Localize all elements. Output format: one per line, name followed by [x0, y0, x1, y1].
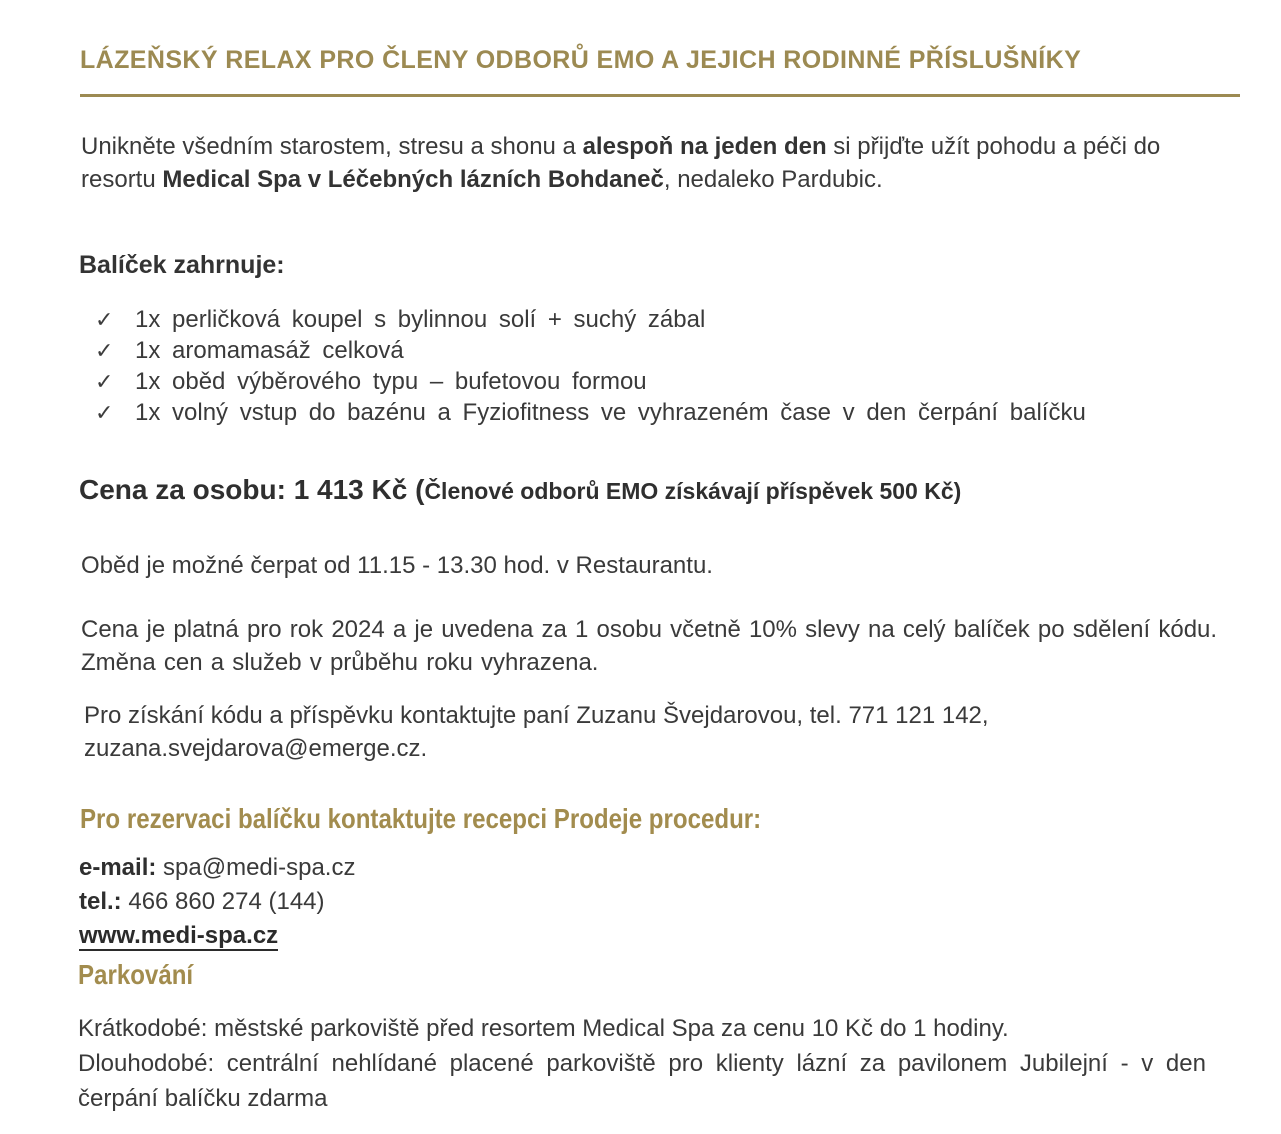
- reservation-contacts: [79, 851, 355, 953]
- intro-paragraph: [81, 130, 1160, 196]
- tel-value: 466 860 274 (144): [121, 888, 325, 915]
- list-item: [95, 304, 1086, 335]
- list-item-text: 1x perličková koupel s bylinnou solí + suchý zábal: [135, 306, 706, 333]
- intro-text: resortu: [81, 166, 163, 193]
- tel-label: tel.:: [79, 888, 122, 915]
- list-item: [95, 366, 1086, 397]
- email-value: spa@medi-spa.cz: [156, 854, 356, 881]
- price-line: [79, 470, 961, 515]
- parking-paragraph: [78, 1011, 1206, 1116]
- website-line: [79, 919, 355, 953]
- intro-text: Unikněte všedním starostem, stresu a shonu a: [81, 133, 583, 160]
- parking-heading: [78, 957, 212, 993]
- list-item: [95, 335, 1086, 366]
- package-items-list: [95, 304, 1086, 428]
- parking-heading-text: Parkování: [78, 959, 194, 990]
- price-validity-paragraph: [81, 613, 1217, 679]
- parking-line-2: Dlouhodobé: centrální nehlídané placené parkoviště pro klienty lázní za pavilonem Jubilejní - v den: [78, 1050, 1206, 1077]
- package-heading: Balíček zahrnuje:: [79, 251, 285, 279]
- validity-line-2: Změna cen a služeb v průběhu roku vyhrazena.: [81, 649, 599, 676]
- reservation-heading: [80, 801, 872, 837]
- parking-line-3: čerpání balíčku zdarma: [78, 1085, 328, 1112]
- checkmark-icon: ✓: [95, 338, 114, 363]
- code-contact-line-1: Pro získání kódu a příspěvku kontaktujte paní Zuzanu Švejdarovou, tel. 771 121 142,: [84, 702, 989, 729]
- list-item-text: 1x oběd výběrového typu – bufetovou formou: [135, 368, 647, 395]
- price-main-text: Cena za osobu: 1 413 Kč (: [79, 474, 425, 505]
- code-contact-email: zuzana.svejdarova@emerge.cz.: [84, 735, 428, 762]
- intro-text: si přijďte užít pohodu a péči do: [826, 133, 1161, 160]
- title-underline-rule: [80, 94, 1240, 97]
- intro-bold-text: alespoň na jeden den: [582, 133, 827, 160]
- validity-line-1: Cena je platná pro rok 2024 a je uvedena za 1 osobu včetně 10% slevy na celý balíček po sdělení kódu.: [81, 616, 1218, 643]
- email-label: e-mail:: [79, 854, 157, 881]
- tel-line: [79, 885, 355, 919]
- list-item-text: 1x aromamasáž celková: [135, 337, 404, 364]
- price-note-text: Členové odborů EMO získávají příspěvek 500 Kč): [424, 478, 962, 504]
- parking-line-1: Krátkodobé: městské parkoviště před resortem Medical Spa za cenu 10 Kč do 1 hodiny.: [78, 1015, 1009, 1042]
- email-line: [79, 851, 355, 885]
- list-item: [95, 397, 1086, 428]
- intro-line-1: [81, 130, 1160, 163]
- checkmark-icon: ✓: [95, 400, 114, 425]
- checkmark-icon: ✓: [95, 369, 114, 394]
- list-item-text: 1x volný vstup do bazénu a Fyziofitness ve vyhrazeném čase v den čerpání balíčku: [135, 399, 1086, 426]
- code-contact-paragraph: [84, 699, 989, 765]
- page-title: LÁZEŇSKÝ RELAX PRO ČLENY ODBORŮ EMO A JEJICH RODINNÉ PŘÍSLUŠNÍKY: [80, 46, 1082, 74]
- intro-line-2: [81, 163, 1160, 196]
- intro-text: , nedaleko Pardubic.: [663, 166, 883, 193]
- lunch-info-line: Oběd je možné čerpat od 11.15 - 13.30 hod. v Restaurantu.: [81, 552, 713, 579]
- intro-bold-text: Medical Spa v Léčebných lázních Bohdaneč: [162, 166, 664, 193]
- reservation-heading-text: Pro rezervaci balíčku kontaktujte recepci Prodeje procedur:: [80, 803, 762, 834]
- checkmark-icon: ✓: [95, 307, 114, 332]
- website-link[interactable]: www.medi-spa.cz: [79, 922, 279, 949]
